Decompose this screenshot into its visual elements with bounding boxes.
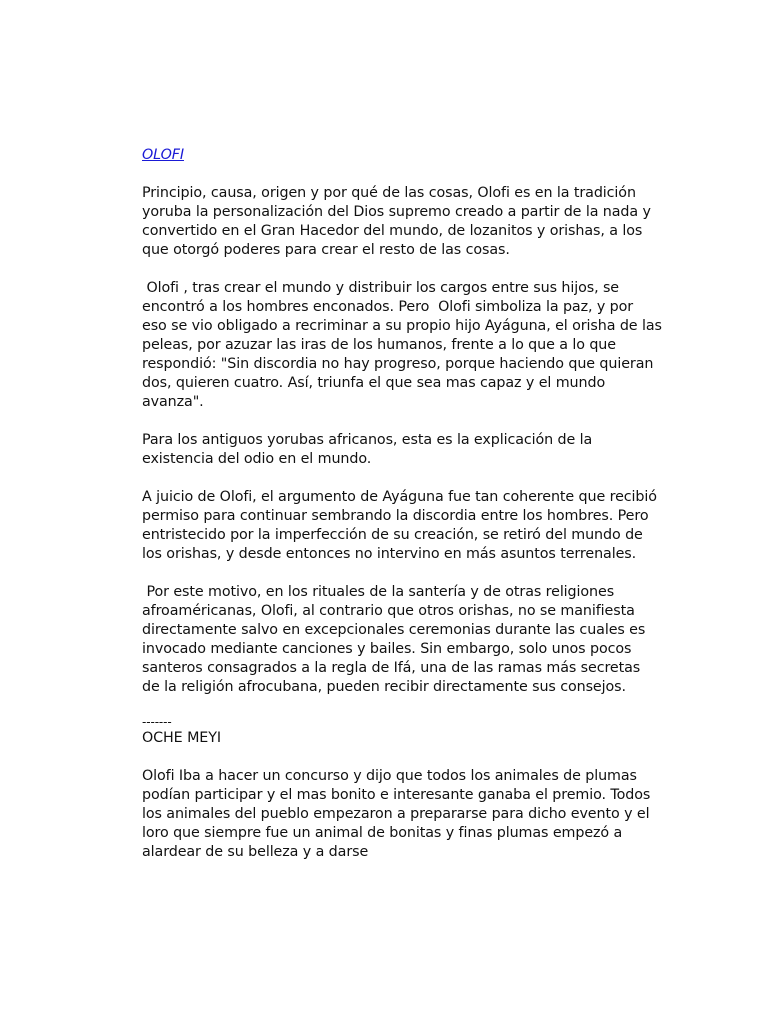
paragraph-judgment: A juicio de Olofi, el argumento de Ayáguna fue tan coherente que recibió permiso para continuar sembrando la discordia entre los hombres. Pero entristecido por la imperfección de su creación, se retiró del mundo de los orishas, y desde entonces no intervino en más asuntos terrenales.	[142, 489, 657, 562]
paragraph-intro: Principio, causa, origen y por qué de las cosas, Olofi es en la tradición yoruba la personalización del Dios supremo creado a partir de la nada y convertido en el Gran Hacedor del mundo, de lozanitos y orishas, a los que otorgó poderes para crear el resto de las cosas.	[142, 185, 651, 258]
paragraph-creation: Olofi , tras crear el mundo y distribuir los cargos entre sus hijos, se encontró a los hombres enconados. Pero Olofi simboliza la paz, y por eso se vio obligado a recriminar a su propio hijo Ayáguna, el orisha de las peleas, por azuzar las iras de los humanos, frente a lo que a lo que respondió: "Sin discordia no hay progreso, porque haciendo que quieran dos, quieren cuatro. Así, triunfa el que sea mas capaz y el mundo avanza".	[142, 280, 667, 410]
section-title-oche-meyi: OCHE MEYI	[142, 730, 221, 746]
paragraph-contest: Olofi Iba a hacer un concurso y dijo que todos los animales de plumas podían participar y el mas bonito e interesante ganaba el premio. Todos los animales del pueblo empezaron a prepararse para dicho evento y el loro que siempre fue un animal de bonitas y finas plumas empezó a alardear de su belleza y a darse	[142, 768, 651, 860]
olofi-title-link[interactable]: OLOFI	[142, 147, 184, 163]
section-separator: -------	[142, 715, 172, 729]
document-body	[142, 146, 667, 881]
paragraph-rituals: Por este motivo, en los rituales de la santería y de otras religiones afroaméricanas, Olofi, al contrario que otros orishas, no se manifiesta directamente salvo en excepcionales ceremonias durante las cuales es invocado mediante canciones y bailes. Sin embargo, solo unos pocos santeros consagrados a la regla de Ifá, una de las ramas más secretas de la religión afrocubana, pueden recibir directamente sus consejos.	[142, 584, 650, 695]
paragraph-explanation: Para los antiguos yorubas africanos, esta es la explicación de la existencia del odio en el mundo.	[142, 432, 593, 467]
